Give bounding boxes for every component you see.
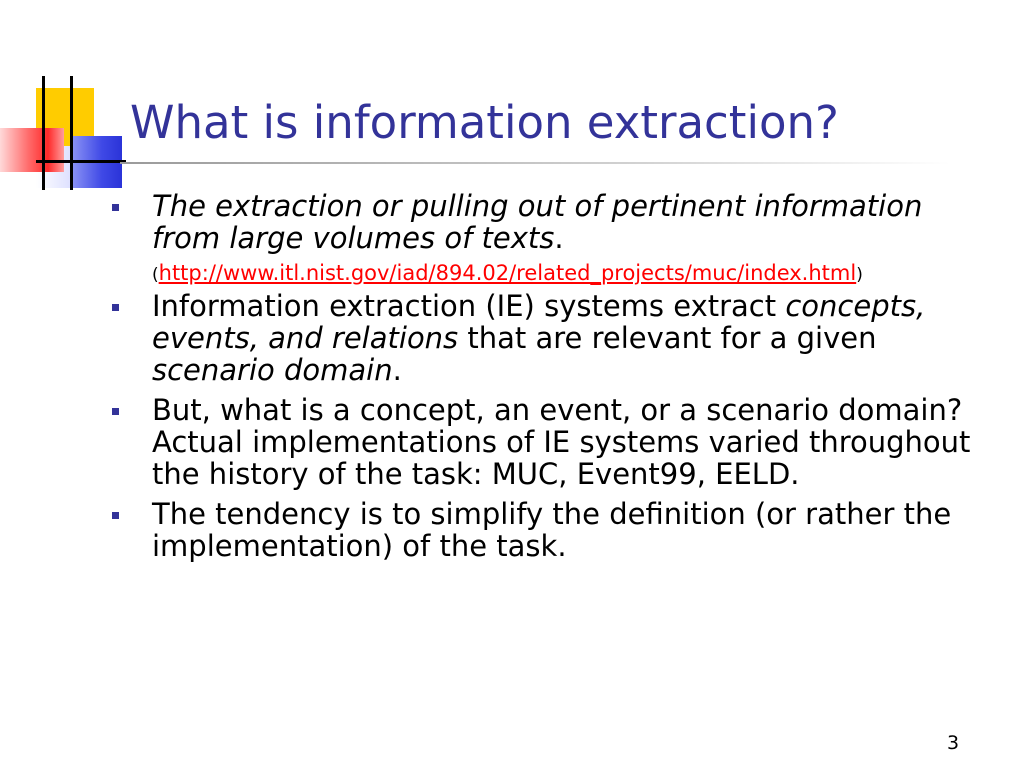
bullet-text: that are relevant for a given <box>458 321 877 355</box>
bullet-italic-text: concepts, events, and relations <box>152 289 926 355</box>
bullet-item-tendency <box>112 498 972 562</box>
title-divider <box>120 162 950 164</box>
bullet-italic-text: scenario domain <box>152 353 393 387</box>
logo-horizontal-line <box>36 160 126 163</box>
source-reference <box>152 262 972 286</box>
page-number: 3 <box>947 732 960 754</box>
bullet-item-question <box>112 394 972 490</box>
definition-text: The extraction or pulling out of pertinent information from large volumes of texts <box>152 189 923 255</box>
bullet-text: But, what is a concept, an event, or a scenario domain? Actual implementations of IE systems varied throughout the history of the task: MUC, Event99, EELD. <box>152 393 971 491</box>
red-square <box>0 128 64 172</box>
definition-period: . <box>554 221 564 255</box>
source-close-paren: ) <box>856 265 863 285</box>
slide-title: What is information extraction? <box>130 96 839 149</box>
bullet-item-ie-systems <box>112 290 972 386</box>
slide-logo-decoration <box>0 70 130 195</box>
square-bullet-icon <box>112 512 119 519</box>
source-open-paren: ( <box>152 265 159 285</box>
bullet-list <box>112 190 972 570</box>
logo-vertical-line <box>70 76 73 190</box>
bullet-text: . <box>392 353 402 387</box>
square-bullet-icon <box>112 408 119 415</box>
source-link[interactable]: http://www.itl.nist.gov/iad/894.02/related_projects/muc/index.html <box>158 261 857 285</box>
square-bullet-icon <box>112 204 119 211</box>
logo-vertical-line <box>42 76 45 190</box>
bullet-item-definition <box>112 190 972 286</box>
bullet-text: Information extraction (IE) systems extract <box>152 289 786 323</box>
bullet-text: The tendency is to simplify the definition (or rather the implementation) of the task. <box>152 497 952 563</box>
square-bullet-icon <box>112 304 119 311</box>
